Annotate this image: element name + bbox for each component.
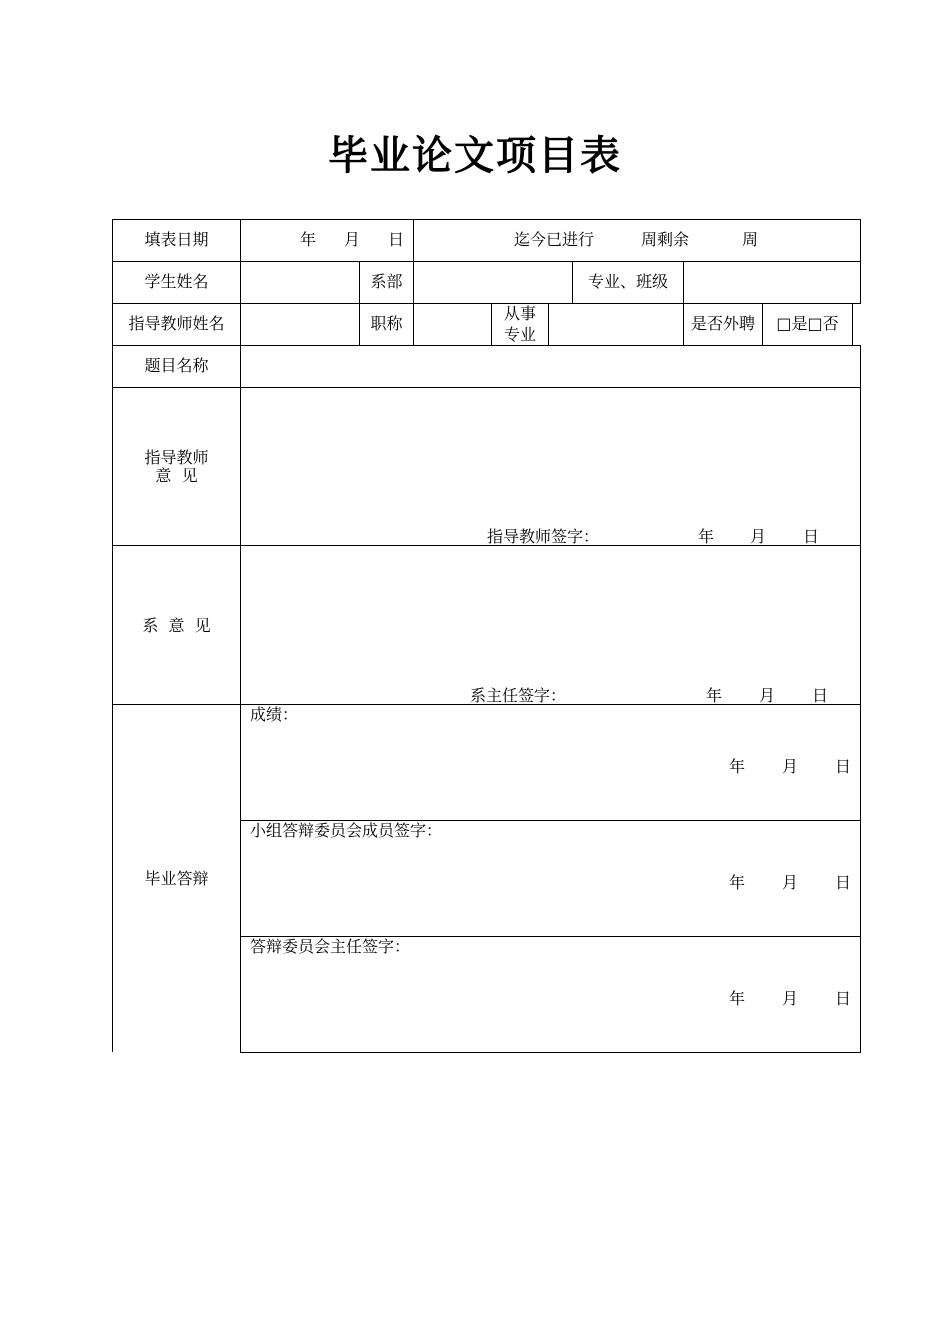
table-line xyxy=(860,219,861,303)
progress-prefix: 迄今已进行 xyxy=(514,230,595,249)
student-name-label: 学生姓名 xyxy=(144,272,209,291)
yes-no-checkboxes[interactable]: □是□否 xyxy=(776,314,839,333)
page-title: 毕业论文项目表 xyxy=(328,132,622,179)
grade-year: 年 xyxy=(729,757,746,776)
advisor-signature-label: 指导教师签字： xyxy=(487,527,600,546)
advisor-sign-year: 年 xyxy=(698,527,715,546)
table-line xyxy=(112,219,861,220)
weeks-remaining: 周剩余 xyxy=(641,230,690,249)
external-label: 是否外聘 xyxy=(690,314,755,333)
advisor-name-label: 指导教师姓名 xyxy=(128,314,225,333)
date-month: 月 xyxy=(344,230,361,249)
chair-sign-label: 答辩委员会主任签字： xyxy=(250,937,411,956)
defense-label: 毕业答辩 xyxy=(144,869,209,888)
table-line xyxy=(240,219,241,1053)
fill-date-label: 填表日期 xyxy=(144,230,209,249)
chair-sign-day: 日 xyxy=(835,989,852,1008)
field-label-line1: 从事 xyxy=(503,304,536,323)
major-class-label: 专业、班级 xyxy=(587,272,668,291)
dept-sign-year: 年 xyxy=(706,686,723,705)
advisor-sign-day: 日 xyxy=(803,527,820,546)
group-sign-year: 年 xyxy=(729,873,746,892)
advisor-sign-month: 月 xyxy=(750,527,767,546)
dept-opinion-label: 系 意 见 xyxy=(142,616,211,635)
dept-sign-month: 月 xyxy=(759,686,776,705)
week-suffix: 周 xyxy=(742,230,759,249)
table-line xyxy=(112,261,861,262)
group-sign-label: 小组答辩委员会成员签字： xyxy=(250,821,443,840)
grade-month: 月 xyxy=(782,757,799,776)
title-rank-label: 职称 xyxy=(370,314,403,333)
table-line xyxy=(112,387,861,388)
table-line xyxy=(860,345,861,1053)
advisor-opinion-label-2: 意 见 xyxy=(155,466,198,485)
group-sign-month: 月 xyxy=(782,873,799,892)
table-line xyxy=(112,303,861,304)
topic-label: 题目名称 xyxy=(144,356,209,375)
group-sign-day: 日 xyxy=(835,873,852,892)
date-day: 日 xyxy=(388,230,405,249)
grade-day: 日 xyxy=(835,757,852,776)
field-label-line2: 专业 xyxy=(503,325,536,344)
chair-sign-year: 年 xyxy=(729,989,746,1008)
department-label: 系部 xyxy=(370,272,403,291)
table-line xyxy=(548,303,549,345)
dept-signature-label: 系主任签字： xyxy=(470,686,567,705)
table-line xyxy=(112,345,861,346)
date-year: 年 xyxy=(300,230,317,249)
table-line xyxy=(852,303,853,345)
chair-sign-month: 月 xyxy=(782,989,799,1008)
advisor-opinion-label-1: 指导教师 xyxy=(144,448,209,467)
table-line xyxy=(413,219,414,345)
grade-label: 成绩： xyxy=(250,705,299,724)
table-line xyxy=(240,1052,861,1053)
dept-sign-day: 日 xyxy=(812,686,829,705)
